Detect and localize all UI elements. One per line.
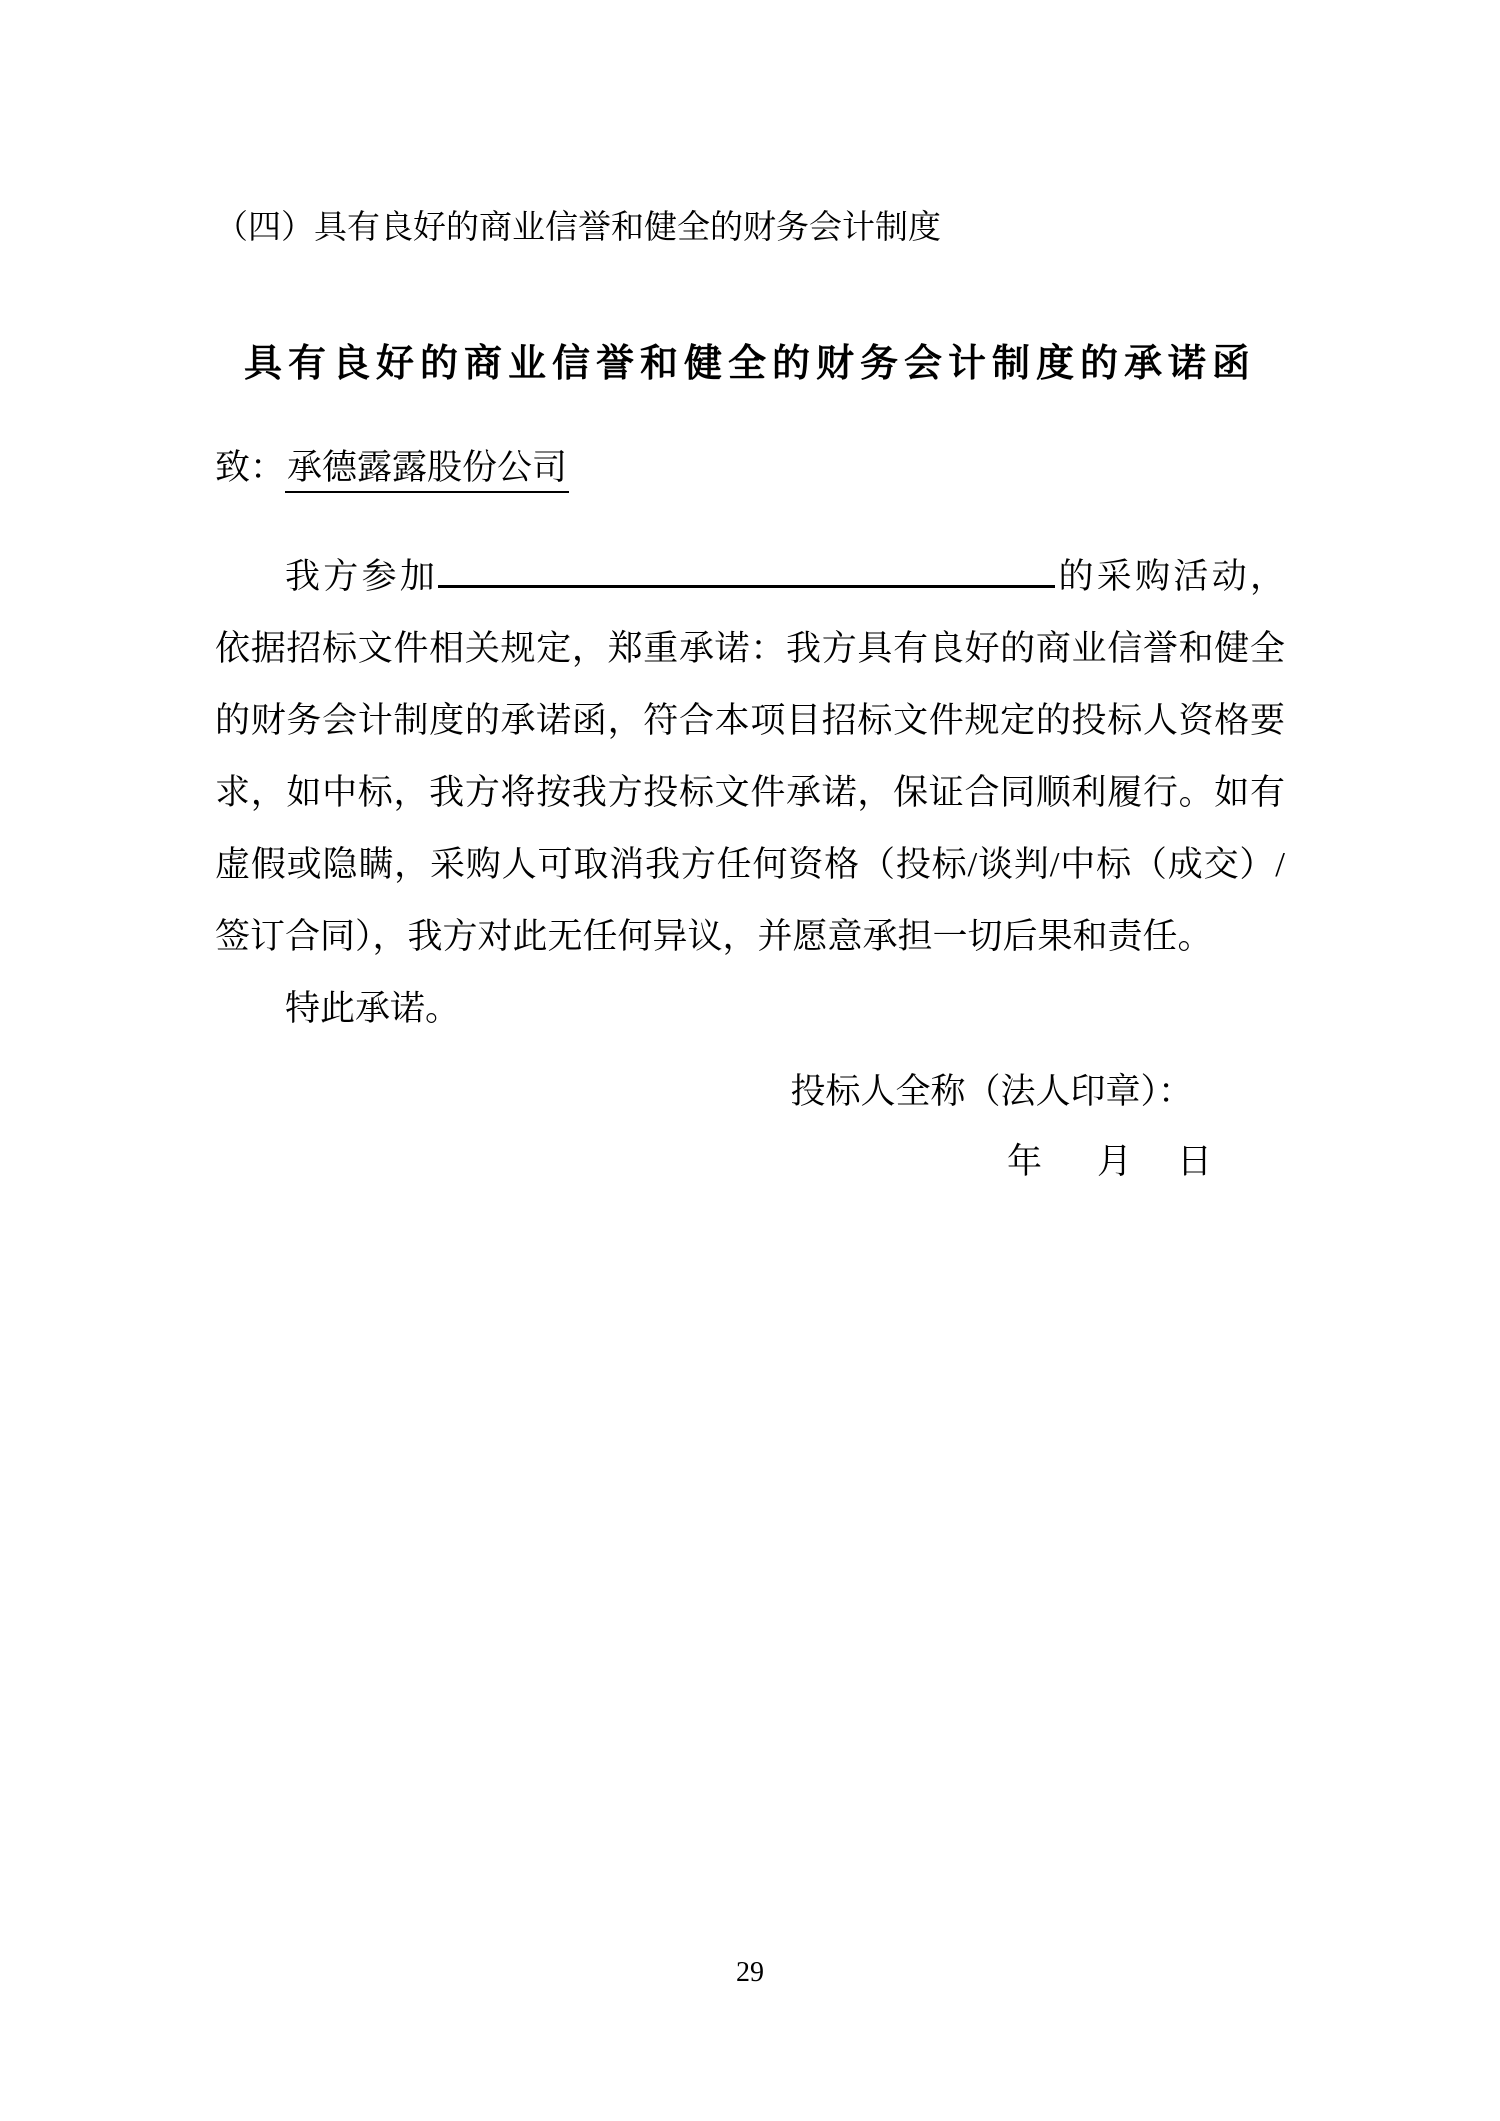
month-label: 月 [1096,1142,1132,1181]
body-text-after-blank: 的采购活动，依据招标文件相关规定，郑重承诺：我方具有良好的商业信誉和健全的财务会计制度的承诺函，符合本项目招标文件规定的投标人资格要求，如中标，我方将按我方投标文件承诺，保证合同顺利履行。如有虚假或隐瞒，采购人可取消我方任何资格（投标/谈判/中标（成交）/签订合同），我方对此无任何异议，并愿意承担一切后果和责任。 [215,557,1285,956]
fill-in-blank [438,550,1055,588]
closing-line: 特此承诺。 [285,989,461,1028]
document-title: 具有良好的商业信誉和健全的财务会计制度的承诺函 [243,343,1256,385]
date-line [215,1137,1212,1187]
signature-line: 投标人全称（法人印章）： [790,1072,1193,1111]
recipient-name: 承德露露股份公司 [285,446,569,493]
page-number: 29 [736,1957,764,1988]
body-text-before-blank: 我方参加 [285,557,439,596]
day-label: 日 [1176,1142,1212,1181]
recipient-label: 致： [215,448,286,487]
section-heading: （四）具有良好的商业信誉和健全的财务会计制度 [215,210,941,246]
recipient-line [215,443,1285,493]
page-content [0,206,1500,1187]
year-label: 年 [1006,1142,1042,1181]
body-paragraph [215,541,1285,973]
